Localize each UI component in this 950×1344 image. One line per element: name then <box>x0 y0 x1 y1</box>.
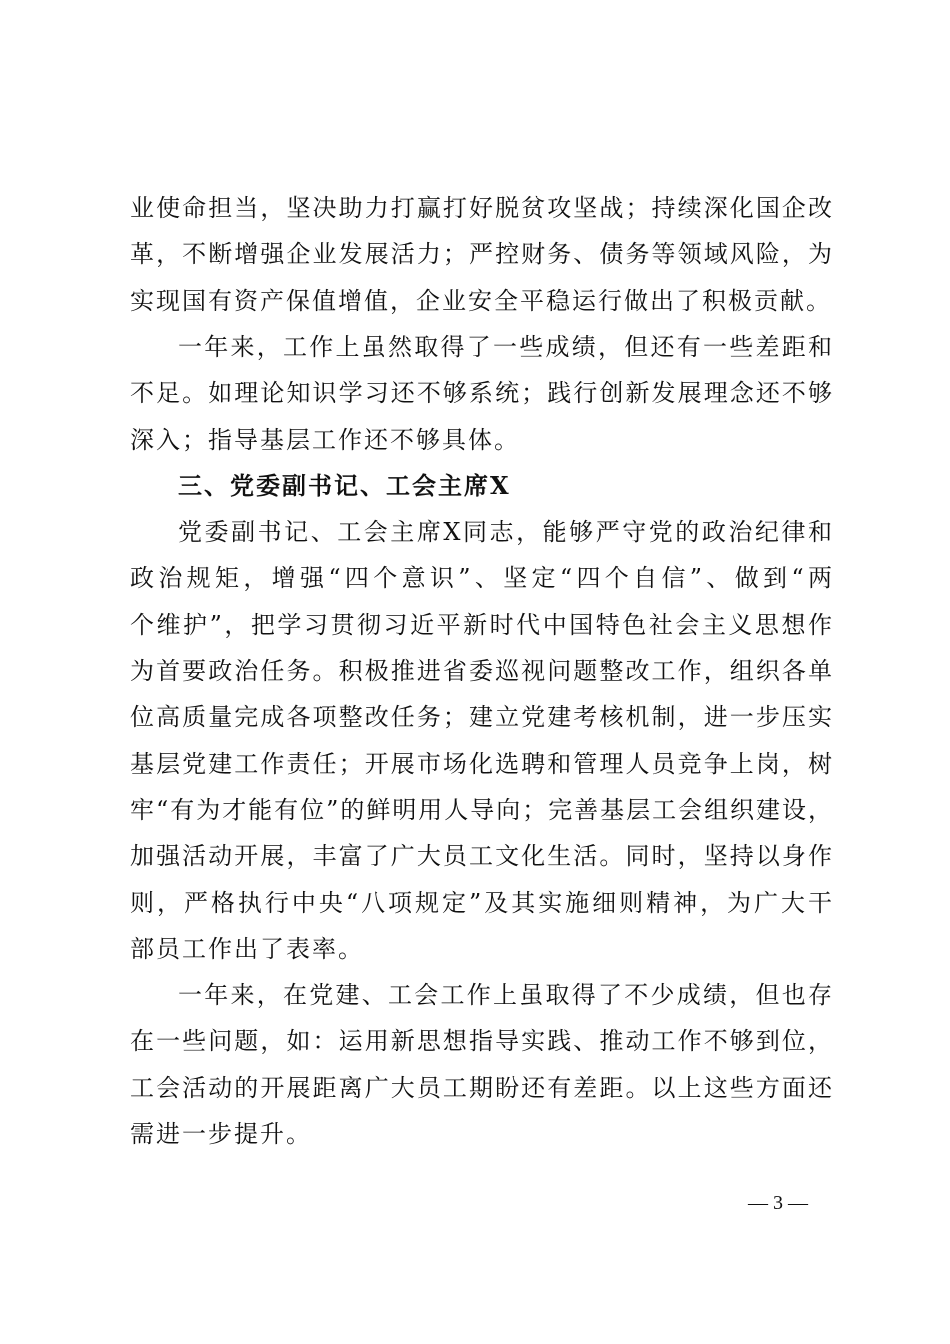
text-line: 需进一步提升。 <box>130 1120 312 1148</box>
text-line: 深入；指导基层工作还不够具体。 <box>130 425 520 454</box>
text-line: 加强活动开展，丰富了广大员工文化生活。同时，坚持以身作 <box>130 842 832 871</box>
text-line: 为首要政治任务。积极推进省委巡视问题整改工作，组织各单 <box>130 657 832 685</box>
text-line: 基层党建工作责任；开展市场化选聘和管理人员竞争上岗，树 <box>130 749 832 778</box>
text-line: 一年来，在党建、工会工作上虽取得了不少成绩，但也存 <box>178 981 832 1010</box>
text-line: 革，不断增强企业发展活力；严控财务、债务等领域风险，为 <box>130 240 832 269</box>
text-line: 则，严格执行中央“八项规定”及其实施细则精神，为广大干 <box>130 888 832 917</box>
text-line: 党委副书记、工会主席X同志，能够严守党的政治纪律和 <box>178 518 832 547</box>
text-line: 部员工作出了表率。 <box>130 934 364 963</box>
text-line: 在一些问题，如：运用新思想指导实践、推动工作不够到位， <box>130 1027 832 1056</box>
text-line: 个维护”，把学习贯彻习近平新时代中国特色社会主义思想作 <box>130 610 832 639</box>
text-line: 实现国有资产保值增值，企业安全平稳运行做出了积极贡献。 <box>130 286 832 315</box>
page-number: — 3 — <box>748 1192 808 1214</box>
text-line: 业使命担当，坚决助力打赢打好脱贫攻坚战；持续深化国企改 <box>130 194 832 222</box>
text-line: 位高质量完成各项整改任务；建立党建考核机制，进一步压实 <box>130 703 832 732</box>
text-line: 工会活动的开展距离广大员工期盼还有差距。以上这些方面还 <box>130 1073 832 1102</box>
text-line: 牢“有为才能有位”的鲜明用人导向；完善基层工会组织建设， <box>130 795 832 824</box>
text-line: 一年来，工作上虽然取得了一些成绩，但还有一些差距和 <box>178 332 832 361</box>
text-line: 不足。如理论知识学习还不够系统；践行创新发展理念还不够 <box>130 379 832 408</box>
section-heading: 三、党委副书记、工会主席X <box>178 470 511 500</box>
text-line: 政治规矩，增强“四个意识”、坚定“四个自信”、做到“两 <box>130 564 832 593</box>
